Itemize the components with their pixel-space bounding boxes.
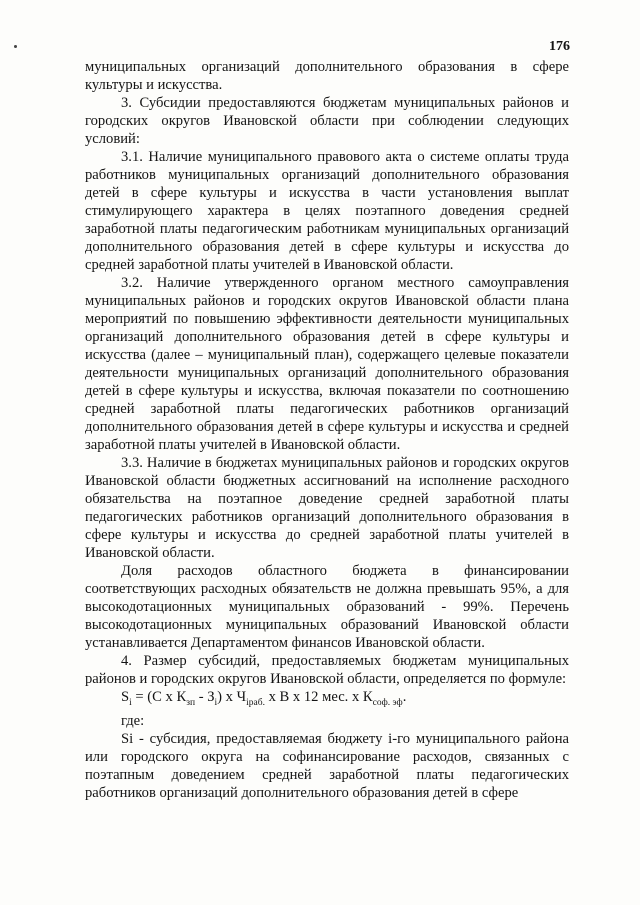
paragraph-item-3-3: 3.3. Наличие в бюджетах муниципальных районов и городских округов Ивановской области бюджетных ассигнований на исполнение расходного обязательства на поэтапное доведение средней заработной платы педагогических работников организаций дополнительного образования в сфере культуры и искусства до средней заработной платы учителей в Ивановской области. bbox=[85, 455, 569, 561]
formula-s: S bbox=[121, 689, 130, 705]
formula-part-3: ) х Ч bbox=[217, 689, 247, 705]
paragraph-item-4: 4. Размер субсидий, предоставляемых бюджетам муниципальных районов и городских округов Ивановской области, определяется по формуле: bbox=[85, 653, 569, 687]
paragraph-item-3-2: 3.2. Наличие утвержденного органом местного самоуправления муниципальных районов и городских округов Ивановской области плана мероприятий по повышению эффективности деятельности муниципальных организаций дополнительного образования детей в сфере культуры и искусства (далее – муниципальный план), содержащего целевые показатели деятельности муниципальных организаций дополнительного образования детей в сфере культуры и искусства, включая показатели по соотношению средней заработной платы педагогических работников организаций дополнительного образования детей в сфере культуры и искусства и средней заработной платы учителей в Ивановской области. bbox=[85, 275, 569, 453]
paragraph-si-definition: Si - субсидия, предоставляемая бюджету i-го муниципального района или городского округа на софинансирование расходов, связанных с поэтапным доведением средней заработной платы педагогических работников организаций дополнительного образования детей в сфере bbox=[85, 730, 569, 801]
page-number: 176 bbox=[549, 39, 570, 54]
paragraph-continuation: муниципальных организаций дополнительного образования в сфере культуры и искусства. bbox=[85, 59, 569, 93]
formula-ksof-sub: соф. эф bbox=[372, 697, 403, 708]
formula-part-4: х В х 12 мес. х К bbox=[264, 689, 373, 705]
scan-dot bbox=[14, 45, 17, 48]
formula-k-sub: зп bbox=[186, 697, 196, 708]
paragraph-where: где: bbox=[121, 712, 145, 729]
document-body bbox=[85, 58, 569, 802]
formula-z-sub: i bbox=[214, 697, 218, 708]
formula-ch-sub: iраб. bbox=[246, 697, 265, 708]
paragraph-item-3: 3. Субсидии предоставляются бюджетам муниципальных районов и городских округов Ивановской области при соблюдении следующих условий: bbox=[85, 95, 569, 147]
subsidy-formula bbox=[85, 688, 569, 712]
formula-end: . bbox=[402, 689, 407, 705]
formula-s-sub: i bbox=[129, 697, 132, 708]
paragraph-item-3-1: 3.1. Наличие муниципального правового акта о системе оплаты труда работников муниципальных организаций дополнительного образования детей в сфере культуры и искусства в части установления выплат стимулирующего характера в целях поэтапного доведения средней заработной платы педагогическим работникам муниципальных организаций дополнительного образования детей в сфере культуры и искусства до средней заработной платы учителей в Ивановской области. bbox=[85, 149, 569, 273]
paragraph-budget-share: Доля расходов областного бюджета в финансировании соответствующих расходных обязательств не должна превышать 95%, а для высокодотационных муниципальных образований - 99%. Перечень высокодотационных муниципальных образований Ивановской области устанавливается Департаментом финансов Ивановской области. bbox=[85, 563, 569, 651]
formula-part-2: - З bbox=[195, 689, 215, 705]
formula-part-1: = (С х К bbox=[131, 689, 187, 705]
